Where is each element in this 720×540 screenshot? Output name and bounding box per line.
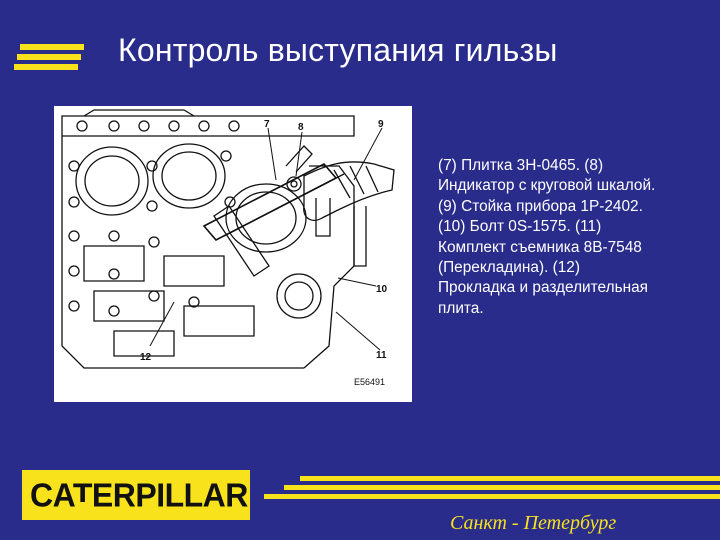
technical-illustration [54, 106, 412, 402]
slide-title: Контроль выступания гильзы [118, 32, 558, 68]
callout-7: 7 [264, 119, 270, 130]
callout-10: 10 [376, 284, 388, 295]
logo-triangle-icon [74, 502, 92, 513]
stripes-bottom [264, 476, 720, 510]
caterpillar-logo-text: CATERPILLAR [30, 476, 248, 514]
callout-8: 8 [298, 122, 304, 133]
stripes-logo-top [14, 44, 84, 78]
caption-text: (7) Плитка 3Н-0465. (8) Индикатор с круговой шкалой. (9) Стойка прибора 1Р-2402. (10) Болт 0S-1575. (11) Комплект съемника 8В-7548 (Перекладина). (12) Прокладка и разделительная плита. [438, 157, 656, 317]
figure-code: E56491 [354, 377, 386, 387]
engine-block-drawing [54, 106, 412, 402]
callout-11: 11 [376, 350, 387, 361]
caterpillar-logo [22, 470, 250, 520]
callout-12: 12 [140, 352, 152, 363]
city-label: Санкт - Петербург [450, 512, 617, 534]
callout-9: 9 [378, 119, 384, 130]
